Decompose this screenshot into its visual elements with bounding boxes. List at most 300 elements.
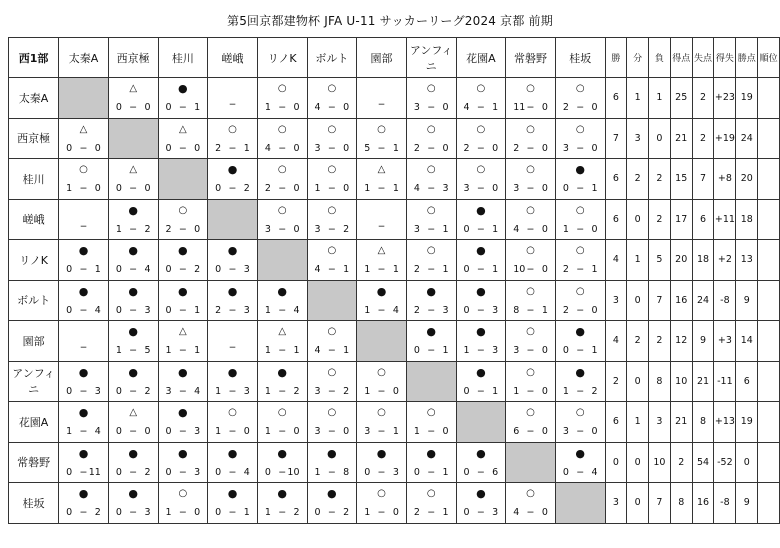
score-against: 0 — [591, 142, 598, 154]
self-match-cell — [257, 240, 307, 281]
score-separator: − — [526, 183, 535, 194]
result-mark: ○ — [377, 407, 386, 418]
row-team-name: アンフィニ — [9, 361, 59, 402]
score-against: 2 — [343, 507, 350, 518]
stat-points: 14 — [736, 321, 758, 362]
score-for: 0 — [165, 102, 172, 113]
score-for: 0 — [215, 466, 222, 478]
score-against: 2 — [144, 466, 151, 478]
division-label: 西1部 — [9, 38, 59, 78]
result-mark: ● — [178, 284, 188, 298]
result-mark: ○ — [575, 285, 585, 297]
score-against: 1 — [492, 385, 499, 397]
score-for: 3 — [314, 385, 321, 397]
match-result-cell — [506, 159, 556, 200]
score-for: 2 — [413, 264, 420, 275]
score-separator: − — [178, 385, 187, 397]
score-separator: − — [129, 304, 138, 316]
score-separator: − — [526, 304, 535, 316]
result-mark: ● — [128, 244, 138, 257]
score-against: 3 — [243, 264, 250, 275]
score-separator: − — [576, 183, 585, 194]
result-mark: ● — [178, 244, 188, 257]
score-for: 3 — [513, 183, 520, 194]
stat-wins: 2 — [605, 361, 627, 402]
table-row — [9, 240, 780, 281]
score-against: 0 — [293, 223, 300, 235]
score-for: 1 — [314, 466, 321, 478]
score-for: 3 — [513, 345, 520, 356]
match-result-cell — [59, 483, 109, 524]
score-against: 1 — [243, 507, 250, 518]
row-team-name: 嵯峨 — [9, 199, 59, 240]
match-result-cell — [456, 78, 506, 119]
score-against: 0 — [243, 426, 250, 437]
score-against: 1 — [194, 345, 201, 356]
score-against: 0 — [144, 102, 151, 113]
score-against: 1 — [94, 264, 101, 275]
stat-wins: 3 — [605, 483, 627, 524]
page-title: 第5回京都建物杯 JFA U-11 サッカーリーグ2024 京都 前期 — [227, 14, 553, 28]
stat-points: 9 — [736, 280, 758, 321]
match-result-cell — [208, 240, 258, 281]
result-mark: ● — [128, 365, 138, 379]
match-result-cell — [456, 361, 506, 402]
match-result-cell — [406, 280, 456, 321]
stat-goals-for: 17 — [670, 199, 692, 240]
score-against: 0 — [541, 102, 548, 113]
score-for: 1 — [264, 426, 271, 437]
match-result-cell — [555, 402, 605, 443]
score-against: 2 — [343, 223, 350, 235]
result-mark: ○ — [426, 164, 436, 175]
score-for: 1 — [115, 223, 122, 235]
score-against: 0 — [541, 426, 548, 437]
score-separator: − — [377, 426, 386, 437]
score-separator: − — [327, 385, 336, 397]
column-header-team: ボルト — [307, 38, 357, 78]
score-separator: − — [327, 102, 336, 113]
stat-losses: 2 — [649, 199, 671, 240]
match-result-cell — [158, 199, 208, 240]
result-mark: ● — [128, 325, 138, 338]
score-for: 1 — [463, 345, 470, 356]
stat-draws: 2 — [627, 321, 649, 362]
result-mark: ○ — [327, 164, 337, 175]
stat-goal-diff: +11 — [714, 199, 736, 240]
score-against: 3 — [243, 385, 250, 397]
score-separator: − — [178, 304, 187, 316]
match-result-cell — [257, 442, 307, 483]
score-against: 2 — [243, 183, 250, 194]
result-mark: ○ — [178, 204, 188, 216]
result-mark: ● — [327, 487, 337, 500]
table-row — [9, 118, 780, 159]
score-separator: − — [278, 345, 287, 356]
result-mark: ● — [426, 325, 436, 338]
score-separator: − — [228, 183, 237, 194]
result-mark: ○ — [327, 407, 337, 418]
match-result-cell — [158, 118, 208, 159]
result-mark: ○ — [426, 488, 436, 499]
score-separator: − — [576, 102, 585, 113]
stat-goal-diff: +23 — [714, 78, 736, 119]
result-mark: ○ — [526, 488, 535, 499]
score-against: 0 — [144, 183, 151, 194]
stat-goal-diff: -11 — [714, 361, 736, 402]
score-against: 3 — [144, 507, 151, 518]
result-mark: ○ — [277, 123, 287, 135]
stat-points: 18 — [736, 199, 758, 240]
score-separator: − — [427, 466, 436, 478]
score-for: 2 — [215, 304, 222, 316]
score-for: 1 — [314, 183, 321, 194]
match-result-cell — [59, 321, 109, 362]
result-mark: ○ — [79, 164, 88, 175]
score-against: 3 — [442, 183, 449, 194]
row-team-name: 園部 — [9, 321, 59, 362]
result-mark: ○ — [526, 204, 535, 216]
result-mark: ● — [227, 284, 238, 298]
stat-losses: 2 — [649, 159, 671, 200]
stat-losses: 3 — [649, 402, 671, 443]
score-for: 2 — [215, 142, 222, 154]
result-mark: △ — [377, 164, 386, 175]
match-result-cell — [357, 240, 407, 281]
stat-draws: 1 — [627, 402, 649, 443]
score-against: 0 — [541, 385, 548, 397]
score-against: 1 — [442, 466, 449, 478]
score-against: 0 — [343, 426, 350, 437]
score-for: 4 — [264, 142, 271, 154]
score-against: 0 — [541, 223, 548, 235]
score-against: 0 — [492, 183, 499, 194]
score-for: 0 — [66, 466, 73, 478]
score-against: 10 — [287, 466, 300, 478]
self-match-cell — [456, 402, 506, 443]
stat-wins: 7 — [605, 118, 627, 159]
table-row — [9, 361, 780, 402]
score-separator: − — [427, 426, 436, 437]
result-mark: ○ — [426, 204, 436, 216]
score-against: 0 — [541, 264, 548, 275]
score-against: 2 — [194, 264, 201, 275]
score-separator: − — [129, 466, 138, 478]
stat-rank — [758, 442, 780, 483]
stat-goal-diff: -8 — [714, 483, 736, 524]
column-header-team: アンフィニ — [406, 38, 456, 78]
score-against: 0 — [541, 142, 548, 154]
score-for: 0 — [463, 466, 470, 478]
score-against: 0 — [392, 385, 399, 397]
match-result-cell — [59, 199, 109, 240]
score-against: 0 — [591, 304, 598, 316]
row-team-name: 西京極 — [9, 118, 59, 159]
score-against: 1 — [343, 264, 350, 275]
score-separator: − — [526, 102, 535, 113]
score-against: 4 — [591, 466, 598, 478]
match-result-cell — [307, 240, 357, 281]
result-mark: ○ — [575, 407, 585, 418]
stat-goal-diff: +3 — [714, 321, 736, 362]
score-separator: − — [526, 345, 535, 356]
row-team-name: 太秦A — [9, 78, 59, 119]
score-for: 3 — [413, 223, 420, 235]
score-separator: − — [79, 507, 88, 518]
score-for: 0 — [165, 466, 172, 478]
column-header-stat: 得失 — [714, 38, 736, 78]
result-mark: ○ — [327, 83, 337, 94]
score-for: 0 — [115, 385, 122, 397]
score-separator: − — [278, 223, 287, 235]
score-against: 4 — [243, 466, 250, 478]
stat-draws: 2 — [627, 159, 649, 200]
score-separator: − — [476, 183, 485, 194]
match-result-cell — [456, 118, 506, 159]
score-separator: − — [576, 385, 585, 397]
result-mark: ○ — [426, 407, 436, 418]
match-result-cell — [108, 321, 158, 362]
result-mark: ○ — [327, 204, 337, 216]
result-mark: ● — [476, 325, 486, 338]
score-for: 3 — [364, 426, 371, 437]
score-against: 6 — [492, 466, 499, 478]
match-result-cell — [406, 118, 456, 159]
score-separator: − — [427, 142, 436, 154]
score-separator: − — [278, 102, 287, 113]
score-separator: − — [228, 142, 237, 154]
result-mark: ● — [476, 487, 486, 500]
score-for: 1 — [264, 385, 271, 397]
stat-rank — [758, 78, 780, 119]
result-mark: ● — [178, 365, 188, 379]
stat-goals-against: 6 — [692, 199, 714, 240]
stat-rank — [758, 280, 780, 321]
stat-wins: 6 — [605, 199, 627, 240]
stat-goals-against: 7 — [692, 159, 714, 200]
result-mark: ● — [227, 163, 238, 176]
score-for: 1 — [562, 385, 569, 397]
result-mark: ● — [178, 82, 188, 95]
stat-goals-for: 16 — [670, 280, 692, 321]
score-against: 2 — [343, 385, 350, 397]
score-for: 0 — [115, 426, 122, 437]
score-against: 2 — [144, 385, 151, 397]
result-mark: ○ — [476, 83, 486, 94]
score-for: 0 — [115, 507, 122, 518]
match-result-cell — [307, 402, 357, 443]
score-for: 0 — [562, 466, 569, 478]
score-for: 0 — [115, 102, 122, 113]
score-for: 0 — [165, 304, 172, 316]
score-for: 2 — [413, 507, 420, 518]
score-against: 0 — [94, 183, 101, 194]
stat-goals-for: 21 — [670, 118, 692, 159]
row-team-name: 常磐野 — [9, 442, 59, 483]
match-result-cell — [456, 483, 506, 524]
score-against: 0 — [541, 345, 548, 356]
score-separator: − — [129, 426, 138, 437]
self-match-cell — [158, 159, 208, 200]
score-separator: − — [476, 385, 485, 397]
result-mark: ○ — [526, 366, 535, 378]
column-header-team: 常磐野 — [506, 38, 556, 78]
score-against: 5 — [144, 345, 151, 356]
self-match-cell — [357, 321, 407, 362]
score-separator: − — [476, 466, 485, 478]
result-mark: ● — [227, 365, 238, 379]
match-result-cell — [406, 483, 456, 524]
result-mark: − — [377, 221, 386, 232]
stat-draws: 0 — [627, 280, 649, 321]
result-mark: ● — [575, 163, 586, 176]
match-result-cell — [59, 240, 109, 281]
match-result-cell — [108, 442, 158, 483]
column-header-team: 園部 — [357, 38, 407, 78]
result-mark: ○ — [228, 123, 237, 135]
row-team-name: ボルト — [9, 280, 59, 321]
stat-points: 6 — [736, 361, 758, 402]
score-against: 1 — [392, 183, 399, 194]
score-against: 4 — [94, 426, 101, 437]
column-header-team: リノK — [257, 38, 307, 78]
score-separator: − — [427, 102, 436, 113]
score-against: 0 — [442, 426, 449, 437]
result-mark: ● — [426, 284, 436, 298]
score-against: 0 — [492, 142, 499, 154]
score-for: 0 — [463, 223, 470, 235]
score-against: 4 — [94, 304, 101, 316]
score-for: 5 — [364, 142, 371, 154]
score-against: 3 — [243, 304, 250, 316]
stat-points: 20 — [736, 159, 758, 200]
score-for: 1 — [215, 426, 222, 437]
score-separator: − — [178, 466, 187, 478]
score-for: 3 — [562, 426, 569, 437]
match-result-cell — [59, 442, 109, 483]
score-against: 0 — [541, 183, 548, 194]
stat-losses: 5 — [649, 240, 671, 281]
score-separator: − — [178, 426, 187, 437]
result-mark: ○ — [426, 83, 436, 94]
match-result-cell — [456, 240, 506, 281]
match-result-cell — [555, 78, 605, 119]
score-against: 1 — [541, 304, 548, 316]
score-for: 2 — [413, 142, 420, 154]
result-mark: ● — [128, 446, 138, 460]
score-against: 1 — [392, 426, 399, 437]
score-for: 1 — [562, 223, 569, 235]
match-result-cell — [506, 361, 556, 402]
stat-wins: 6 — [605, 402, 627, 443]
score-against: 0 — [343, 102, 350, 113]
score-against: 4 — [144, 264, 151, 275]
result-mark: ○ — [277, 83, 287, 94]
score-against: 4 — [293, 304, 300, 316]
score-for: 1 — [264, 507, 271, 518]
stat-goals-against: 18 — [692, 240, 714, 281]
match-result-cell — [357, 442, 407, 483]
result-mark: ● — [376, 284, 387, 298]
score-against: 1 — [392, 264, 399, 275]
result-mark: ● — [476, 244, 486, 257]
stat-goals-for: 15 — [670, 159, 692, 200]
score-separator: − — [327, 507, 336, 518]
stat-losses: 7 — [649, 280, 671, 321]
score-for: 1 — [264, 345, 271, 356]
stat-goal-diff: +19 — [714, 118, 736, 159]
result-mark: ● — [227, 446, 238, 460]
stat-rank — [758, 483, 780, 524]
score-separator: − — [79, 304, 88, 316]
result-mark: ○ — [575, 83, 585, 94]
column-header-team: 花園A — [456, 38, 506, 78]
result-mark: ○ — [377, 488, 386, 499]
score-separator: − — [476, 507, 485, 518]
match-result-cell — [506, 280, 556, 321]
stat-losses: 7 — [649, 483, 671, 524]
score-separator: − — [377, 183, 386, 194]
match-result-cell — [208, 159, 258, 200]
match-result-cell — [108, 361, 158, 402]
score-for: 0 — [413, 345, 420, 356]
result-mark: ○ — [377, 123, 386, 135]
score-separator: − — [79, 183, 88, 194]
score-separator: − — [178, 507, 187, 518]
score-for: 1 — [364, 183, 371, 194]
score-separator: − — [377, 466, 386, 478]
match-result-cell — [555, 159, 605, 200]
score-for: 0 — [463, 507, 470, 518]
column-header-team: 太秦A — [59, 38, 109, 78]
score-for: 3 — [165, 385, 172, 397]
stat-goals-against: 54 — [692, 442, 714, 483]
score-separator: − — [377, 507, 386, 518]
match-result-cell — [456, 442, 506, 483]
score-separator: − — [79, 264, 88, 275]
score-against: 1 — [591, 183, 598, 194]
match-result-cell — [108, 199, 158, 240]
score-against: 0 — [442, 142, 449, 154]
score-against: 1 — [492, 264, 499, 275]
score-for: 6 — [513, 426, 520, 437]
stat-points: 0 — [736, 442, 758, 483]
score-separator: − — [129, 183, 138, 194]
match-result-cell — [108, 402, 158, 443]
self-match-cell — [59, 78, 109, 119]
self-match-cell — [506, 442, 556, 483]
result-mark: ● — [227, 244, 238, 257]
row-team-name: 桂川 — [9, 159, 59, 200]
score-separator: − — [476, 345, 485, 356]
score-against: 8 — [343, 466, 350, 478]
stat-wins: 3 — [605, 280, 627, 321]
match-result-cell — [307, 78, 357, 119]
score-for: 0 — [364, 466, 371, 478]
score-for: 0 — [66, 507, 73, 518]
result-mark: ● — [575, 325, 586, 338]
score-for: 3 — [264, 223, 271, 235]
score-for: 1 — [215, 385, 222, 397]
score-against: 1 — [293, 345, 300, 356]
match-result-cell — [357, 280, 407, 321]
score-against: 0 — [541, 507, 548, 518]
score-for: 1 — [66, 426, 73, 437]
score-for: 2 — [562, 102, 569, 113]
score-against: 2 — [293, 385, 300, 397]
result-mark: ● — [476, 284, 486, 298]
match-result-cell — [506, 402, 556, 443]
